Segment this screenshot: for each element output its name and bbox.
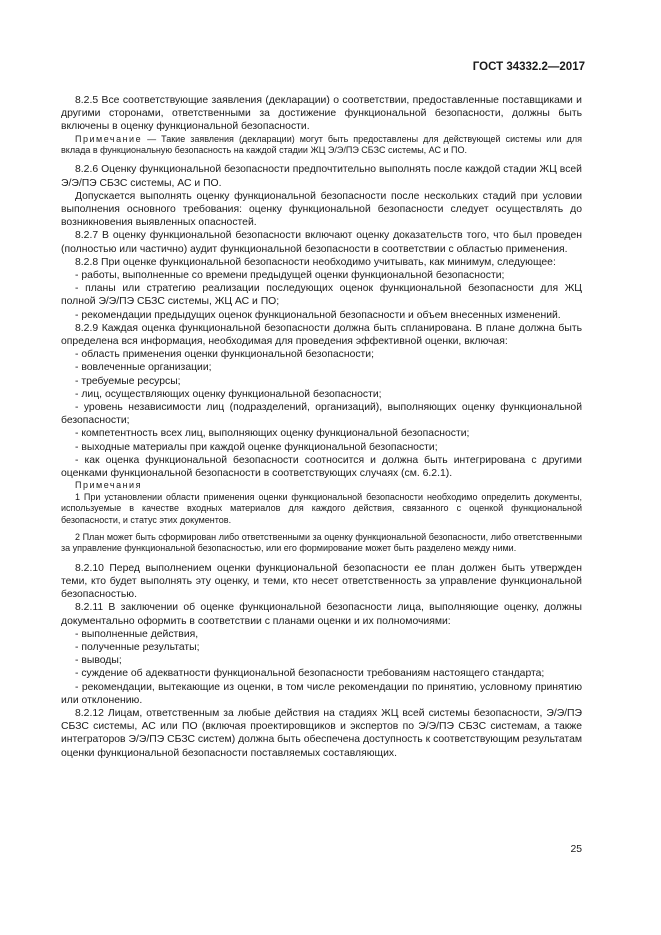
note-text: — Такие заявления (декларации) могут быть предоставлены для действующей системы или для вклада в функциональную безопасность на каждой стадии ЖЦ Э/Э/ПЭ СБЗС системы, АС и ПО. <box>61 133 582 156</box>
list-item: - уровень независимости лиц (подразделений, организаций), выполняющих оценку функциональной безопасности; <box>61 402 582 427</box>
note-label: Примечание <box>75 133 143 144</box>
list-item: - рекомендации, вытекающие из оценки, в том числе рекомендации по принятию, условному принятию или отклонению. <box>61 681 582 706</box>
clause-8-2-10: 8.2.10 Перед выполнением оценки функциональной безопасности ее план должен быть утвержден теми, кто будет выполнять эту оценку, и теми, кто несет ответственность за управление функциональной безопасностью. <box>61 562 582 601</box>
list-item: - работы, выполненные со времени предыдущей оценки функциональной безопасности; <box>75 270 505 282</box>
clause-8-2-6-continued: Допускается выполнять оценку функциональной безопасности после нескольких стадий при условии выполнения основного требования: оценку функциональной безопасности следует осуществлять до возникновения выявленных опасностей. <box>61 190 582 229</box>
list-item: - требуемые ресурсы; <box>75 375 181 387</box>
page-number: 25 <box>570 844 582 855</box>
notes-heading: Примечания <box>75 480 142 491</box>
clause-8-2-5: 8.2.5 Все соответствующие заявления (декларации) о соответствии, предоставленные поставщиками и другими сторонами, ответственными за достижение функциональной безопасности, должны быть включены в оценку функциональной безопасности. <box>61 95 582 133</box>
list-item: - выводы; <box>75 655 122 667</box>
clause-8-2-12: 8.2.12 Лицам, ответственным за любые действия на стадиях ЖЦ всей системы безопасности, Э/Э/ПЭ СБЗС системы, АС или ПО (включая проектировщиков и экспертов по Э/Э/ПЭ СБЗС системам, а также интеграторов Э/Э/ПЭ СБЗС систем) должна быть обеспечена доступность к соответствующим результатам оценки функциональной безопасности поставляемых составляющих. <box>61 707 582 759</box>
list-item: - рекомендации предыдущих оценок функциональной безопасности и объем внесенных изменений. <box>75 309 561 321</box>
list-item: - компетентность всех лиц, выполняющих оценку функциональной безопасности; <box>75 428 470 440</box>
list-item: - суждение об адекватности функциональной безопасности требованиям настоящего стандарта; <box>75 668 545 680</box>
list-item: - выполненные действия, <box>75 628 199 640</box>
clause-8-2-9: 8.2.9 Каждая оценка функциональной безопасности должна быть спланирована. В плане должна быть определена вся информация, необходимая для проведения эффективной оценки, включая: <box>61 322 582 348</box>
list-item: - область применения оценки функциональной безопасности; <box>75 349 374 361</box>
document-body <box>61 94 582 760</box>
list-item: - полученные результаты; <box>75 641 200 653</box>
note-item-1: 1 При установлении области применения оценки функциональной безопасности необходимо определить документы, используемые в качестве входных материалов для каждого действия, связанного с оценкой функциональной безопасности, и статус этих документов. <box>61 491 582 525</box>
list-item: - лиц, осуществляющих оценку функциональной безопасности; <box>75 388 382 400</box>
list-item: - как оценка функциональной безопасности соотносится и должна быть интегрирована с другими оценками функциональной безопасности в соответствующих случаях (см. 6.2.1). <box>61 454 582 480</box>
list-item: - вовлеченные организации; <box>75 362 212 374</box>
clause-8-2-11: 8.2.11 В заключении об оценке функциональной безопасности лица, выполняющие оценку, должны документально оформить в соответствии с планами оценки и их полномочиями: <box>61 602 582 627</box>
list-item: - планы или стратегию реализации последующих оценок функциональной безопасности для ЖЦ полной Э/Э/ПЭ СБЗС системы, ЖЦ АС и ПО; <box>61 283 582 308</box>
clause-8-2-8: 8.2.8 При оценке функциональной безопасности необходимо учитывать, как минимум, следующее: <box>75 256 556 268</box>
clause-8-2-6: 8.2.6 Оценку функциональной безопасности предпочтительно выполнять после каждой стадии ЖЦ всей Э/Э/ПЭ СБЗС системы, АС и ПО. <box>61 164 582 189</box>
note-8-2-5 <box>61 134 582 157</box>
clause-8-2-7: 8.2.7 В оценку функциональной безопасности включают оценку доказательств того, что был проведен (полностью или частично) аудит функциональной безопасности в соответствии с областью применения. <box>61 230 582 255</box>
standard-id: ГОСТ 34332.2—2017 <box>472 61 585 73</box>
note-item-2: 2 План может быть сформирован либо ответственными за оценку функциональной безопасности, либо ответственными за управление функциональной безопасностью, или его формирование может быть разделено между ними. <box>61 531 582 554</box>
list-item: - выходные материалы при каждой оценке функциональной безопасности; <box>75 441 438 453</box>
